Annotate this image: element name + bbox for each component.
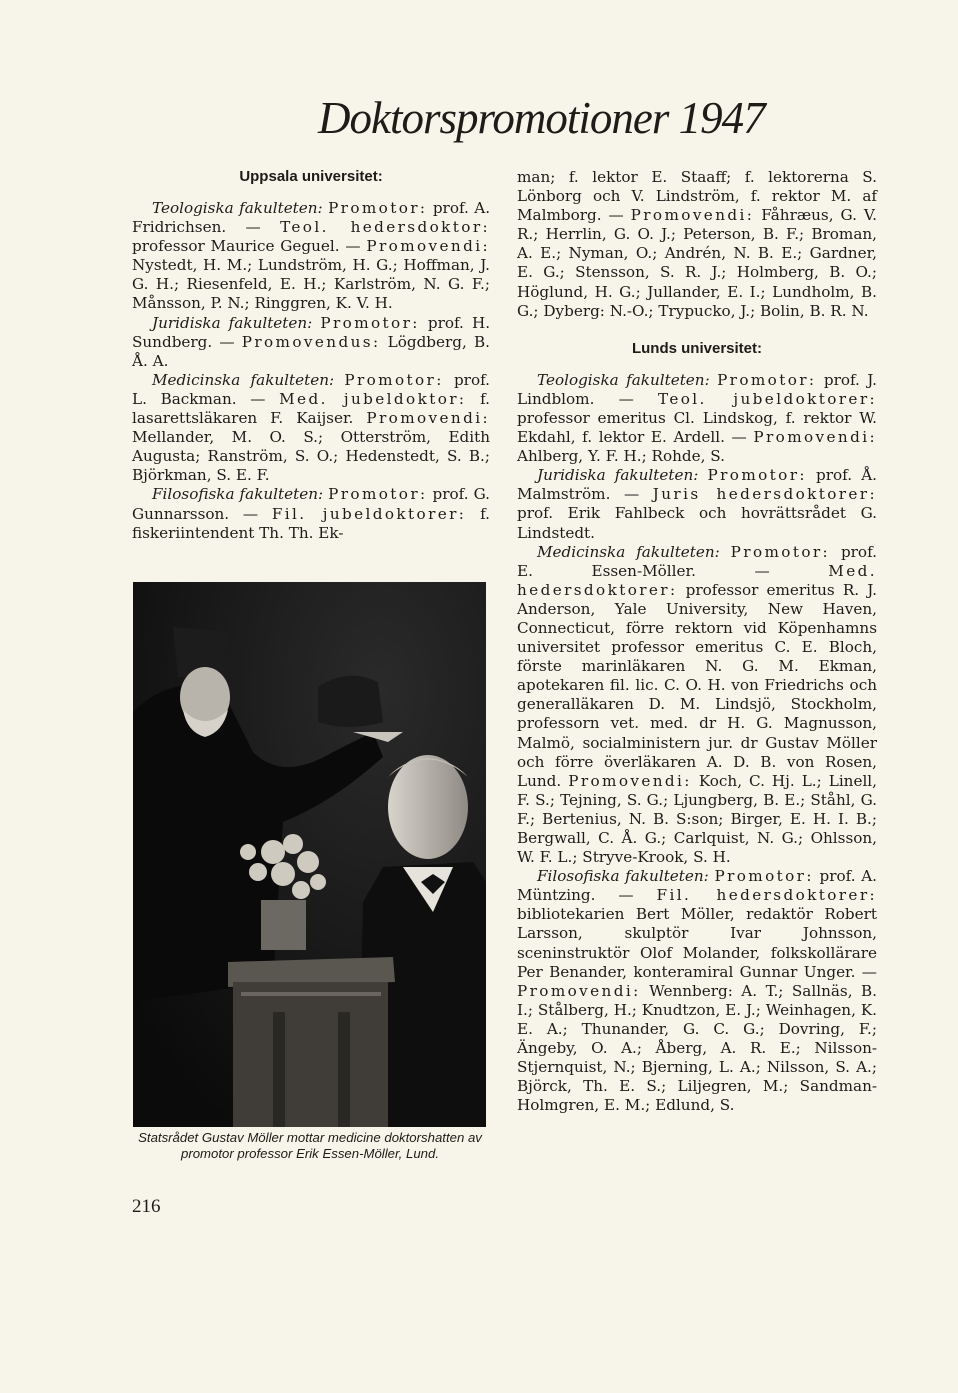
entry-text [334, 371, 344, 389]
role-label: Fil. hedersdoktorer: [656, 886, 878, 905]
ceremony-photo [133, 582, 486, 1127]
uppsala-faculty-entry [132, 485, 490, 542]
entry-text: Lögdberg, B. Å. A. [132, 332, 490, 370]
role-label: Promovendi: [366, 409, 490, 428]
page-title: Doktorspromotioner 1947 [318, 93, 765, 143]
entry-text [720, 543, 731, 561]
entry-text: prof. E. Essen-Möller. — [517, 542, 877, 580]
entry-text: f. fiskeriintendent Th. Th. Ek- [132, 504, 490, 542]
entry-text: prof. G. Gunnarsson. — [132, 485, 491, 523]
faculty-name: Juridiska fakulteten: [152, 313, 313, 332]
entry-text: Mellander, M. O. S.; Otterström, Edith Augusta; Ranström, S. O.; Hedenstedt, S. B.; Björkman, S. E. F. [132, 428, 490, 485]
entry-text [710, 371, 717, 389]
entry-text: f. lasarettsläkaren F. Kaijser. [132, 389, 490, 428]
entry-text: prof. J. Lindblom. — [517, 370, 877, 408]
role-label: Promotor: [707, 466, 807, 485]
role-label: Promovendi: [568, 771, 692, 790]
entry-text: prof. A. Fridrichsen. — [132, 199, 491, 237]
lund-faculty-entry [517, 867, 877, 1115]
faculty-name: Filosofiska fakulteten: [152, 485, 324, 504]
entry-text: professor Maurice Geguel. — [132, 237, 367, 256]
entry-text: Ahlberg, Y. F. H.; Rohde, S. [517, 447, 725, 466]
role-label: Promotor: [328, 485, 428, 504]
entry-text: professor emeritus Cl. Lindskog, f. rektor W. Ekdahl, f. lektor E. Ardell. — [517, 408, 877, 447]
role-label: Promotor: [730, 542, 831, 561]
role-label: Promotor: [714, 867, 814, 886]
role-label: Promovendi: [630, 206, 755, 225]
page-number: 216 [132, 1196, 161, 1217]
faculty-name: Teologiska fakulteten: [152, 199, 323, 217]
faculty-name: Filosofiska fakulteten: [537, 867, 709, 886]
entry-text: Fåhræus, G. V. R.; Herrlin, G. O. J.; Peterson, B. F.; Broman, A. E.; Nyman, O.; Andrén, N. B. E.; Gardner, E. G.; Stensson, S. R. J.; Holmberg, B. O.; Höglund, H. G.; Jullander, E. I.; Lundholm, B. G.; Dyberg: N.-O.; Trypucko, J.; Bolin, B. R. N. [517, 206, 877, 320]
role-label: Med. jubeldoktor: [279, 389, 467, 408]
entry-text: prof. L. Backman. — [132, 370, 490, 408]
entry-text: prof. Å. Malmström. — [517, 466, 878, 504]
role-label: Juris hedersdoktorer: [652, 485, 877, 504]
entry-text: Nystedt, H. M.; Lundström, H. G.; Hoffman, J. G. H.; Riesenfeld, E. H.; Karlström, N. G. F.; Månsson, P. N.; Ringgren, K. V. H. [132, 256, 490, 313]
lund-faculty-entry [517, 371, 877, 466]
entry-text: bibliotekarien Bert Möller, redaktör Robert Larsson, skulptör Ivar Johnsson, sceninstruktör Olof Molander, folkskollärare Per Benander, konteramiral Gunnar Unger. — [517, 905, 877, 981]
entry-text: prof. A. Müntzing. — [517, 867, 878, 905]
role-label: Promotor: [320, 313, 420, 332]
photo-caption: Statsrådet Gustav Möller mottar medicine doktorshatten av promotor professor Erik Essen-Möller, Lund. [138, 1130, 482, 1161]
faculty-name: Medicinska fakulteten: [152, 370, 335, 389]
entry-text: Koch, C. Hj. L.; Linell, F. S.; Tejning, S. G.; Ljungberg, B. E.; Ståhl, G. F.; Bertenius, N. B. S:son; Birger, E. H. I. B.; Bergwall, C. Å. G.; Carlquist, N. G.; Ohlsson, W. F. L.; Stryve-Krook, S. H. [517, 771, 877, 867]
faculty-name: Juridiska fakulteten: [537, 466, 699, 485]
uppsala-heading: Uppsala universitet: [239, 168, 383, 185]
entry-text: man; f. lektor E. Staaff; f. lektorerna S. Lönborg och V. Lindström, f. rektor M. af Malmborg. — [517, 168, 877, 225]
entry-text: Wennberg: A. T.; Sallnäs, B. I.; Stålberg, H.; Knudtzon, E. J.; Weinhagen, K. E. A.; Thunander, G. C. G.; Dovring, F.; Ängeby, O. A.; Åberg, A. R. E.; Nilsson-Stjernquist, N.; Bjerning, L. A.; Nilsson, S. A.; Björck, Th. E. S.; Liljegren, M.; Sandman-Holmgren, E. M.; Edlund, S. [517, 981, 877, 1115]
uppsala-faculty-entry-continued [517, 168, 877, 321]
role-label: Promovendus: [241, 332, 381, 351]
lund-heading: Lunds universitet: [631, 339, 762, 357]
role-label: Med. hedersdoktorer: [517, 561, 877, 599]
role-label: Promovendi: [753, 428, 877, 447]
role-label: Promotor: [344, 370, 444, 389]
entry-text: professor emeritus R. J. Anderson, Yale University, New Haven, Connecticut, förre rektorn vid Köpenhamns universitet professor emeritus C. E. Bloch, förste marinläkaren N. G. M. Ekman, apotekaren fil. lic. C. O. H. von Friedrichs och generalläkaren D. M. Lindsjö, Stockholm, professorn vet. med. dr H. G. Magnusson, Malmö, socialministern jur. dr Gustav Möller och förre överläkaren A. D. B. von Rosen, Lund. [517, 580, 877, 790]
role-label: Teol. jubeldoktorer: [658, 389, 877, 408]
role-label: Promovendi: [366, 237, 490, 256]
ceremony-photo-illustration [133, 582, 486, 1127]
lund-faculty-entry [517, 543, 877, 868]
uppsala-faculty-entry [132, 199, 490, 314]
entry-text [698, 466, 707, 484]
entry-text: prof. Erik Fahlbeck och hovrättsrådet G. Lindstedt. [517, 504, 877, 542]
uppsala-faculty-entry [132, 314, 490, 371]
left-column [132, 168, 490, 543]
role-label: Promotor: [717, 370, 817, 389]
right-column [517, 168, 877, 1115]
role-label: Promovendi: [517, 981, 641, 1000]
lund-faculty-entry [517, 466, 877, 542]
role-label: Fil. jubeldoktorer: [271, 504, 467, 523]
entry-text: prof. H. Sundberg. — [132, 313, 491, 351]
faculty-name: Medicinska fakulteten: [537, 542, 720, 561]
uppsala-faculty-entry [132, 371, 490, 486]
role-label: Teol. hedersdoktor: [280, 218, 490, 237]
role-label: Promotor: [328, 199, 428, 217]
faculty-name: Teologiska fakulteten: [537, 370, 710, 389]
